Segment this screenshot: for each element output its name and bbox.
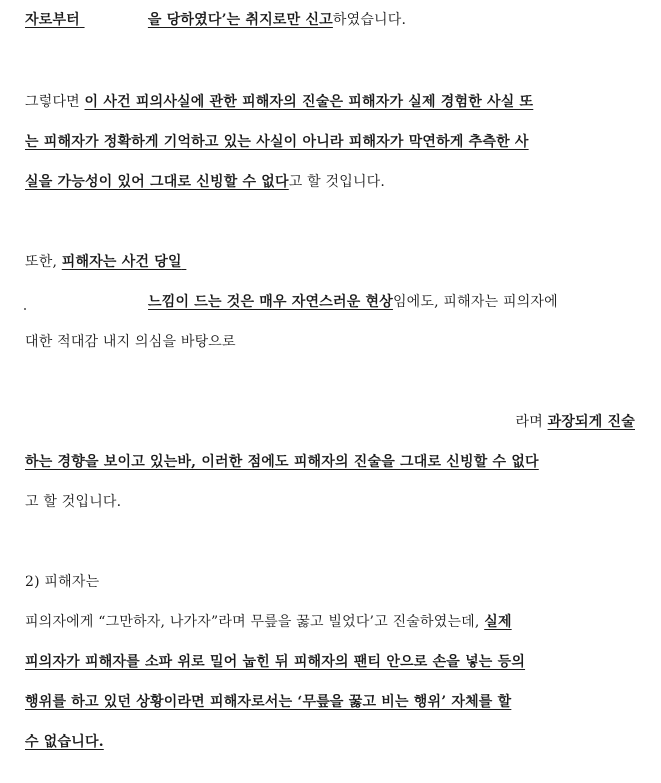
doc-line-6 <box>148 292 558 312</box>
underlined-text: 실제 <box>484 614 512 630</box>
doc-line-2 <box>25 92 533 112</box>
plain-text: 라며 <box>515 414 548 430</box>
doc-line-15: 수 없습니다. <box>25 734 104 750</box>
underlined-text: 피해자는 사건 당일 <box>61 254 182 270</box>
plain-text: 임에도, 피해자는 피의자에 <box>392 294 558 310</box>
underlined-text: 실을 가능성이 있어 그대로 신빙할 수 없다 <box>25 174 289 190</box>
redacted-blank <box>80 10 148 30</box>
doc-line-9: 하는 경향을 보이고 있는바, 이러한 점에도 피해자의 진술을 그대로 신빙할 수 없다 <box>25 454 539 470</box>
plain-text: 하였습니다. <box>332 12 407 28</box>
underlined-text: 을 당하였다’는 취지로만 신고 <box>147 12 333 28</box>
doc-line-5 <box>25 252 186 272</box>
plain-text: 또한, <box>25 254 62 270</box>
doc-line-12 <box>25 612 512 632</box>
stray-dot <box>24 308 26 310</box>
doc-line-4 <box>25 172 385 192</box>
doc-line-14: 행위를 하고 있던 상황이라면 피해자로서는 ‘무릎을 꿇고 비는 행위’ 자체를 할 <box>25 694 512 710</box>
plain-text: 피의자에게 “그만하자, 나가자”라며 무릎을 꿇고 빌었다’고 진술하였는데, <box>25 614 485 630</box>
underlined-text: 느낌이 드는 것은 매우 자연스러운 현상 <box>148 294 393 310</box>
underlined-text: 이 사건 피의사실에 관한 피해자의 진술은 피해자가 실제 경험한 사실 또 <box>84 94 534 110</box>
doc-line-3: 는 피해자가 정확하게 기억하고 있는 사실이 아니라 피해자가 막연하게 추측한 사 <box>25 134 529 150</box>
underline-trail <box>182 254 187 270</box>
doc-line-1 <box>25 10 406 30</box>
doc-line-8 <box>515 412 635 432</box>
doc-line-13: 피의자가 피해자를 소파 위로 밀어 눕힌 뒤 피해자의 팬티 안으로 손을 넣는 등의 <box>25 654 526 670</box>
doc-line-11: 2) 피해자는 <box>25 574 100 590</box>
underlined-text: 자로부터 <box>25 12 80 28</box>
doc-line-10: 고 할 것입니다. <box>25 494 122 510</box>
plain-text: 고 할 것입니다. <box>288 174 386 190</box>
plain-text: 그렇다면 <box>25 94 85 110</box>
doc-line-7: 대한 적대감 내지 의심을 바탕으로 <box>25 334 236 350</box>
underlined-text: 과장되게 진술 <box>547 414 635 430</box>
